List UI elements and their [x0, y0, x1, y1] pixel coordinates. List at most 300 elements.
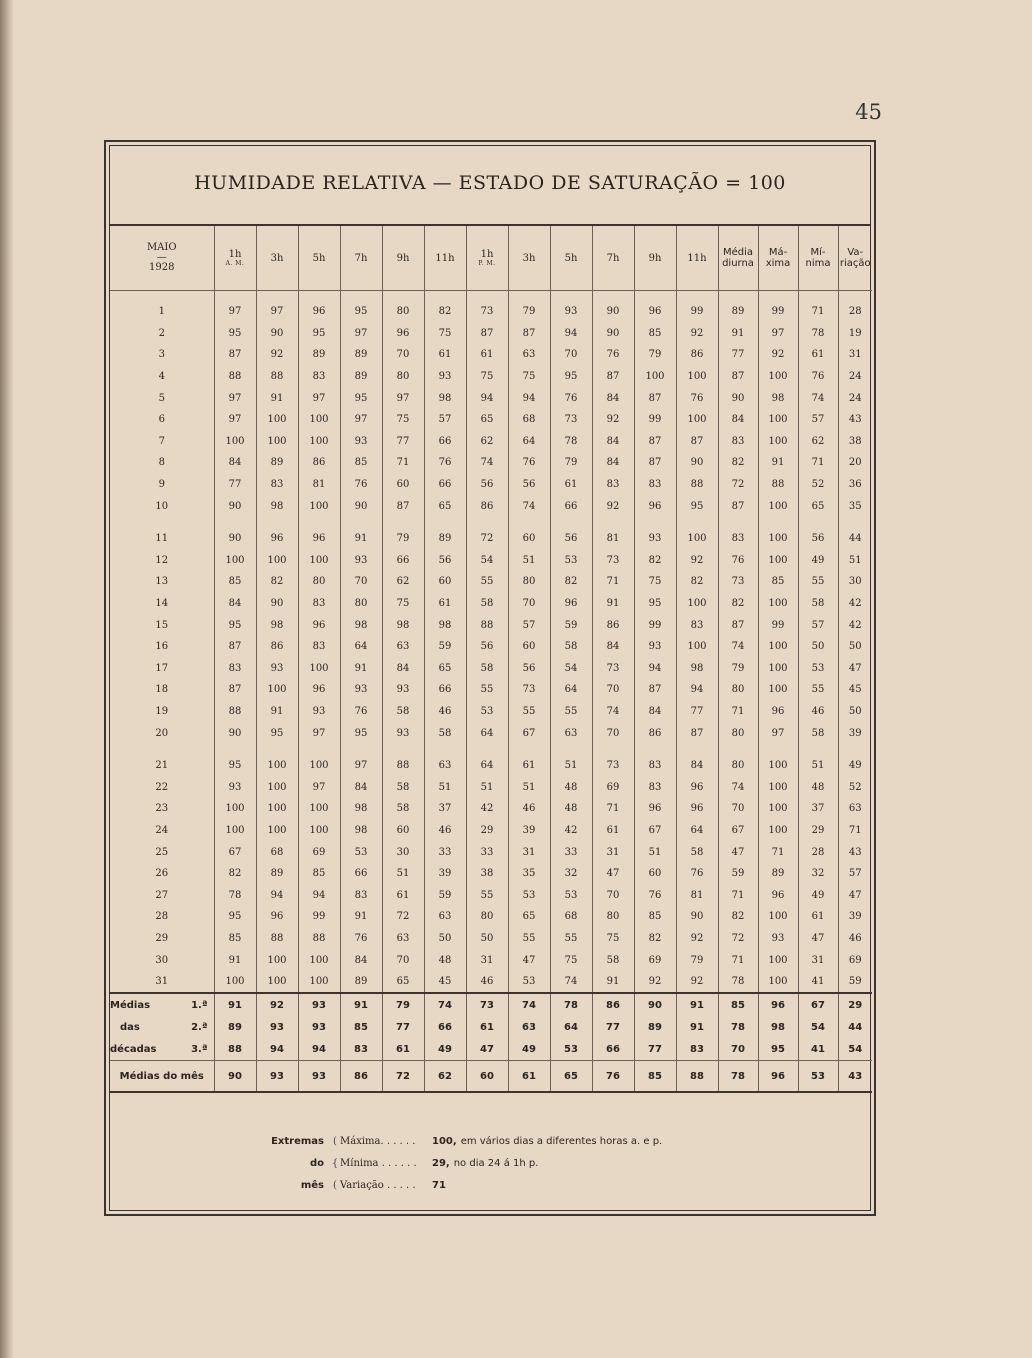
page-edge-shadow: [0, 0, 14, 1358]
extreme-maxima-row: Extremas ( Máxima. . . . . . 100, em vários dias a diferentes horas a. e p.: [271, 1135, 663, 1147]
table-cell: 70: [340, 571, 382, 593]
table-cell: 100: [758, 409, 798, 431]
table-cell: 58: [382, 701, 424, 723]
table-cell: 100: [758, 528, 798, 550]
table-cell: 82: [550, 571, 592, 593]
table-cell: 45: [838, 679, 872, 701]
table-cell: 31: [508, 841, 550, 863]
humidity-table: [110, 226, 872, 1093]
table-cell: 55: [466, 884, 508, 906]
table-cell: 96: [676, 776, 718, 798]
header-maxima: Má- xima: [758, 226, 798, 291]
table-cell: 56: [550, 528, 592, 550]
table-cell: 87: [676, 722, 718, 744]
table-cell: 100: [758, 949, 798, 971]
table-cell: 74: [550, 971, 592, 994]
table-cell: 85: [214, 571, 256, 593]
table-cell: 84: [592, 431, 634, 453]
table-cell: 56: [466, 636, 508, 658]
day-number: 11: [155, 533, 169, 545]
table-cell: 99: [634, 409, 676, 431]
table-cell: 71: [382, 452, 424, 474]
table-cell: 85: [634, 323, 676, 345]
table-cell: 38: [466, 863, 508, 885]
table-cell: 91: [340, 528, 382, 550]
table-cell: 93: [382, 679, 424, 701]
decade-average-row: Médias 1.ª 91 92 93 91 79 74 73 74 78 86 90 91 85 96 67 29: [110, 993, 872, 1016]
table-cell: 90: [676, 906, 718, 928]
daily-rows: [110, 291, 872, 994]
day-number: 16: [155, 641, 169, 653]
table-row: [110, 658, 872, 680]
table-cell: 89: [256, 452, 298, 474]
table-cell: 90: [592, 301, 634, 323]
table-cell: 65: [508, 906, 550, 928]
table-cell: 20: [838, 452, 872, 474]
table-cell: 76: [676, 863, 718, 885]
table-cell: 89: [256, 863, 298, 885]
table-cell: 46: [424, 701, 466, 723]
table-cell: 67: [718, 820, 758, 842]
header-year: 1928: [149, 262, 175, 273]
table-cell: 66: [424, 474, 466, 496]
table-cell: 76: [718, 550, 758, 572]
table-row: [110, 495, 872, 517]
table-cell: 73: [592, 755, 634, 777]
table-cell: 88: [256, 366, 298, 388]
table-cell: 76: [798, 366, 838, 388]
table-row: [110, 301, 872, 323]
decade-label: Médias 1.ª: [110, 993, 214, 1016]
table-cell: 61: [550, 474, 592, 496]
table-cell: 84: [592, 636, 634, 658]
table-cell: 96: [634, 495, 676, 517]
table-cell: 98: [340, 820, 382, 842]
table-cell: 86: [466, 495, 508, 517]
table-cell: 80: [718, 679, 758, 701]
table-cell: 100: [298, 798, 340, 820]
table-cell: 92: [758, 344, 798, 366]
table-cell: 100: [758, 971, 798, 994]
table-cell: 29: [466, 820, 508, 842]
table-cell: 51: [550, 755, 592, 777]
table-cell: 84: [592, 452, 634, 474]
table-cell: 70: [718, 798, 758, 820]
table-cell: 61: [508, 755, 550, 777]
table-cell: 92: [676, 971, 718, 994]
table-cell: 57: [838, 863, 872, 885]
table-cell: 82: [634, 550, 676, 572]
table-row: [110, 550, 872, 572]
table-cell: 91: [758, 452, 798, 474]
table-cell: 35: [838, 495, 872, 517]
table-cell: 36: [838, 474, 872, 496]
table-row: [110, 679, 872, 701]
table-cell: 100: [256, 971, 298, 994]
table-cell: 93: [340, 431, 382, 453]
table-cell: 88: [382, 755, 424, 777]
table-cell: 71: [798, 301, 838, 323]
table-cell: 41: [798, 971, 838, 994]
table-cell: 84: [340, 776, 382, 798]
table-cell: 91: [340, 658, 382, 680]
table-cell: 61: [466, 344, 508, 366]
average-rows: [110, 993, 872, 1092]
table-cell: 77: [214, 474, 256, 496]
table-cell: 87: [214, 679, 256, 701]
table-cell: 55: [466, 571, 508, 593]
table-row: [110, 863, 872, 885]
table-cell: 78: [214, 884, 256, 906]
table-cell: 93: [634, 636, 676, 658]
table-cell: 42: [838, 614, 872, 636]
header-hour: 5h: [550, 226, 592, 291]
table-cell: 59: [550, 614, 592, 636]
table-cell: 38: [838, 431, 872, 453]
day-number: 4: [158, 371, 165, 383]
table-cell: 80: [718, 755, 758, 777]
table-cell: 71: [758, 841, 798, 863]
table-cell: 51: [508, 776, 550, 798]
table-cell: 83: [298, 593, 340, 615]
table-cell: 87: [718, 366, 758, 388]
table-cell: 90: [214, 495, 256, 517]
table-cell: 73: [466, 301, 508, 323]
table-cell: 100: [256, 550, 298, 572]
table-cell: 81: [592, 528, 634, 550]
decade-gap-row: [110, 517, 872, 528]
table-cell: 91: [592, 593, 634, 615]
table-cell: 70: [382, 344, 424, 366]
table-cell: 61: [798, 344, 838, 366]
table-cell: 79: [382, 528, 424, 550]
table-cell: 87: [214, 344, 256, 366]
table-cell: 39: [838, 906, 872, 928]
table-row: [110, 820, 872, 842]
day-number: 14: [155, 598, 169, 610]
extreme-minima-row: do { Mínima . . . . . . 29, no dia 24 á 1h p.: [309, 1157, 539, 1169]
table-cell: 50: [466, 928, 508, 950]
day-number: 27: [155, 889, 169, 901]
table-cell: 72: [718, 928, 758, 950]
table-cell: 29: [798, 820, 838, 842]
table-cell: 88: [298, 928, 340, 950]
table-cell: 100: [758, 636, 798, 658]
day-number: 15: [155, 619, 169, 631]
table-cell: 82: [718, 593, 758, 615]
table-cell: 88: [214, 701, 256, 723]
table-row: [110, 906, 872, 928]
table-cell: 98: [676, 658, 718, 680]
table-cell: 96: [758, 884, 798, 906]
table-cell: 33: [466, 841, 508, 863]
table-cell: 74: [718, 636, 758, 658]
table-cell: 65: [466, 409, 508, 431]
table-cell: 55: [466, 679, 508, 701]
table-cell: 58: [382, 776, 424, 798]
header-hour: 11h: [424, 226, 466, 291]
table-row: [110, 884, 872, 906]
table-cell: 100: [758, 431, 798, 453]
table-cell: 80: [340, 593, 382, 615]
table-cell: 63: [550, 722, 592, 744]
table-cell: 83: [340, 884, 382, 906]
table-cell: 83: [592, 474, 634, 496]
table-row: [110, 722, 872, 744]
table-cell: 98: [424, 387, 466, 409]
table-cell: 55: [508, 928, 550, 950]
table-row: [110, 755, 872, 777]
table-cell: 65: [798, 495, 838, 517]
table-cell: 100: [256, 798, 298, 820]
table-cell: 24: [838, 366, 872, 388]
table-cell: 51: [424, 776, 466, 798]
table-cell: 92: [634, 971, 676, 994]
table-cell: 99: [758, 301, 798, 323]
table-row: [110, 409, 872, 431]
table-cell: 78: [718, 971, 758, 994]
table-cell: 97: [758, 722, 798, 744]
table-cell: 82: [214, 863, 256, 885]
header-hour: 11h: [676, 226, 718, 291]
table-cell: 75: [508, 366, 550, 388]
table-cell: 100: [758, 755, 798, 777]
table-cell: 87: [508, 323, 550, 345]
table-cell: 51: [508, 550, 550, 572]
table-cell: 88: [256, 928, 298, 950]
spacer-row: [110, 291, 872, 302]
header-hour: 3h: [256, 226, 298, 291]
table-cell: 60: [424, 571, 466, 593]
table-cell: 31: [466, 949, 508, 971]
table-cell: 100: [676, 366, 718, 388]
table-row: [110, 571, 872, 593]
table-cell: 30: [382, 841, 424, 863]
table-cell: 100: [256, 776, 298, 798]
table-cell: 94: [634, 658, 676, 680]
table-cell: 70: [592, 722, 634, 744]
table-cell: 93: [758, 928, 798, 950]
table-cell: 67: [214, 841, 256, 863]
table-cell: 47: [838, 884, 872, 906]
table-cell: 50: [838, 701, 872, 723]
table-cell: 91: [340, 906, 382, 928]
table-cell: 84: [214, 452, 256, 474]
table-cell: 76: [424, 452, 466, 474]
table-cell: 76: [340, 474, 382, 496]
table-cell: 88: [758, 474, 798, 496]
table-cell: 95: [214, 323, 256, 345]
table-cell: 60: [508, 636, 550, 658]
table-cell: 79: [676, 949, 718, 971]
table-cell: 73: [550, 409, 592, 431]
table-cell: 58: [676, 841, 718, 863]
table-row: [110, 593, 872, 615]
table-cell: 76: [634, 884, 676, 906]
table-cell: 63: [424, 755, 466, 777]
table-cell: 74: [508, 495, 550, 517]
table-row: [110, 636, 872, 658]
table-cell: 87: [676, 431, 718, 453]
day-number: 30: [155, 954, 169, 966]
table-cell: 94: [298, 884, 340, 906]
table-row: [110, 474, 872, 496]
table-cell: 51: [798, 755, 838, 777]
table-cell: 53: [550, 550, 592, 572]
table-cell: 42: [838, 593, 872, 615]
table-cell: 47: [592, 863, 634, 885]
table-cell: 42: [466, 798, 508, 820]
table-cell: 28: [798, 841, 838, 863]
month-extremes: [266, 1130, 826, 1196]
table-cell: 33: [424, 841, 466, 863]
table-cell: 89: [340, 344, 382, 366]
table-cell: 46: [838, 928, 872, 950]
table-cell: 58: [382, 798, 424, 820]
table-cell: 58: [466, 593, 508, 615]
table-cell: 96: [550, 593, 592, 615]
table-cell: 74: [466, 452, 508, 474]
table-cell: 63: [508, 344, 550, 366]
header-hour: 9h: [634, 226, 676, 291]
table-cell: 74: [718, 776, 758, 798]
table-cell: 87: [592, 366, 634, 388]
table-cell: 100: [214, 798, 256, 820]
header-hour: 5h: [298, 226, 340, 291]
table-cell: 86: [298, 452, 340, 474]
table-cell: 82: [676, 571, 718, 593]
table-cell: 55: [798, 679, 838, 701]
table-cell: 97: [214, 387, 256, 409]
table-cell: 97: [298, 722, 340, 744]
table-cell: 48: [798, 776, 838, 798]
table-cell: 75: [382, 593, 424, 615]
day-number: 12: [155, 554, 169, 566]
table-cell: 75: [592, 928, 634, 950]
table-cell: 49: [838, 755, 872, 777]
day-number: 20: [155, 727, 169, 739]
table-cell: 51: [838, 550, 872, 572]
table-cell: 100: [758, 798, 798, 820]
table-cell: 80: [382, 301, 424, 323]
table-cell: 100: [758, 776, 798, 798]
table-cell: 33: [550, 841, 592, 863]
table-cell: 89: [424, 528, 466, 550]
table-cell: 95: [340, 722, 382, 744]
table-cell: 44: [838, 528, 872, 550]
table-cell: 50: [838, 636, 872, 658]
table-cell: 72: [382, 906, 424, 928]
table-cell: 61: [424, 344, 466, 366]
table-cell: 86: [634, 722, 676, 744]
table-cell: 73: [592, 658, 634, 680]
table-cell: 32: [550, 863, 592, 885]
table-cell: 70: [592, 679, 634, 701]
table-cell: 74: [798, 387, 838, 409]
table-cell: 84: [214, 593, 256, 615]
table-cell: 85: [758, 571, 798, 593]
table-cell: 89: [758, 863, 798, 885]
table-cell: 76: [550, 387, 592, 409]
table-cell: 93: [634, 528, 676, 550]
day-number: 31: [155, 976, 169, 988]
table-cell: 83: [676, 614, 718, 636]
table-cell: 88: [676, 474, 718, 496]
table-cell: 53: [508, 884, 550, 906]
table-cell: 100: [256, 431, 298, 453]
table-cell: 96: [256, 906, 298, 928]
table-cell: 60: [634, 863, 676, 885]
table-cell: 100: [214, 971, 256, 994]
table-title: HUMIDADE RELATIVA — ESTADO DE SATURAÇÃO = 100: [194, 172, 786, 194]
table-cell: 89: [298, 344, 340, 366]
table-cell: 96: [298, 614, 340, 636]
table-cell: 99: [634, 614, 676, 636]
table-cell: 92: [676, 550, 718, 572]
table-cell: 69: [634, 949, 676, 971]
table-cell: 87: [214, 636, 256, 658]
table-cell: 100: [758, 495, 798, 517]
table-cell: 94: [676, 679, 718, 701]
table-cell: 97: [298, 776, 340, 798]
table-cell: 47: [798, 928, 838, 950]
table-cell: 96: [676, 798, 718, 820]
day-number: 2: [158, 327, 165, 339]
table-cell: 95: [676, 495, 718, 517]
table-cell: 66: [382, 550, 424, 572]
table-cell: 31: [798, 949, 838, 971]
table-cell: 99: [298, 906, 340, 928]
decade-average-row: décadas 3.ª 88 94 94 83 61 49 47 49 53 66 77 83 70 95 41 54: [110, 1038, 872, 1061]
table-cell: 98: [340, 614, 382, 636]
table-cell: 75: [424, 323, 466, 345]
table-cell: 55: [550, 701, 592, 723]
table-cell: 100: [634, 366, 676, 388]
table-cell: 71: [718, 949, 758, 971]
table-cell: 43: [838, 409, 872, 431]
table-cell: 99: [676, 301, 718, 323]
table-cell: 100: [758, 366, 798, 388]
table-cell: 85: [634, 906, 676, 928]
table-cell: 95: [214, 906, 256, 928]
table-cell: 53: [798, 658, 838, 680]
table-cell: 97: [340, 409, 382, 431]
table-row: [110, 323, 872, 345]
table-cell: 83: [634, 776, 676, 798]
table-row: [110, 614, 872, 636]
table-cell: 76: [340, 928, 382, 950]
table-cell: 92: [592, 409, 634, 431]
header-hour: 1h A. M.: [214, 226, 256, 291]
header-hour: 1h P. M.: [466, 226, 508, 291]
table-cell: 37: [798, 798, 838, 820]
table-cell: 66: [550, 495, 592, 517]
day-number: 3: [158, 349, 165, 361]
table-cell: 64: [466, 722, 508, 744]
table-cell: 95: [298, 323, 340, 345]
table-cell: 85: [214, 928, 256, 950]
table-cell: 97: [256, 301, 298, 323]
table-cell: 80: [466, 906, 508, 928]
table-cell: 69: [298, 841, 340, 863]
day-number: 23: [155, 803, 169, 815]
table-cell: 92: [676, 323, 718, 345]
table-row: [110, 949, 872, 971]
table-cell: 87: [634, 431, 676, 453]
table-cell: 91: [214, 949, 256, 971]
table-cell: 90: [214, 722, 256, 744]
table-cell: 100: [256, 409, 298, 431]
